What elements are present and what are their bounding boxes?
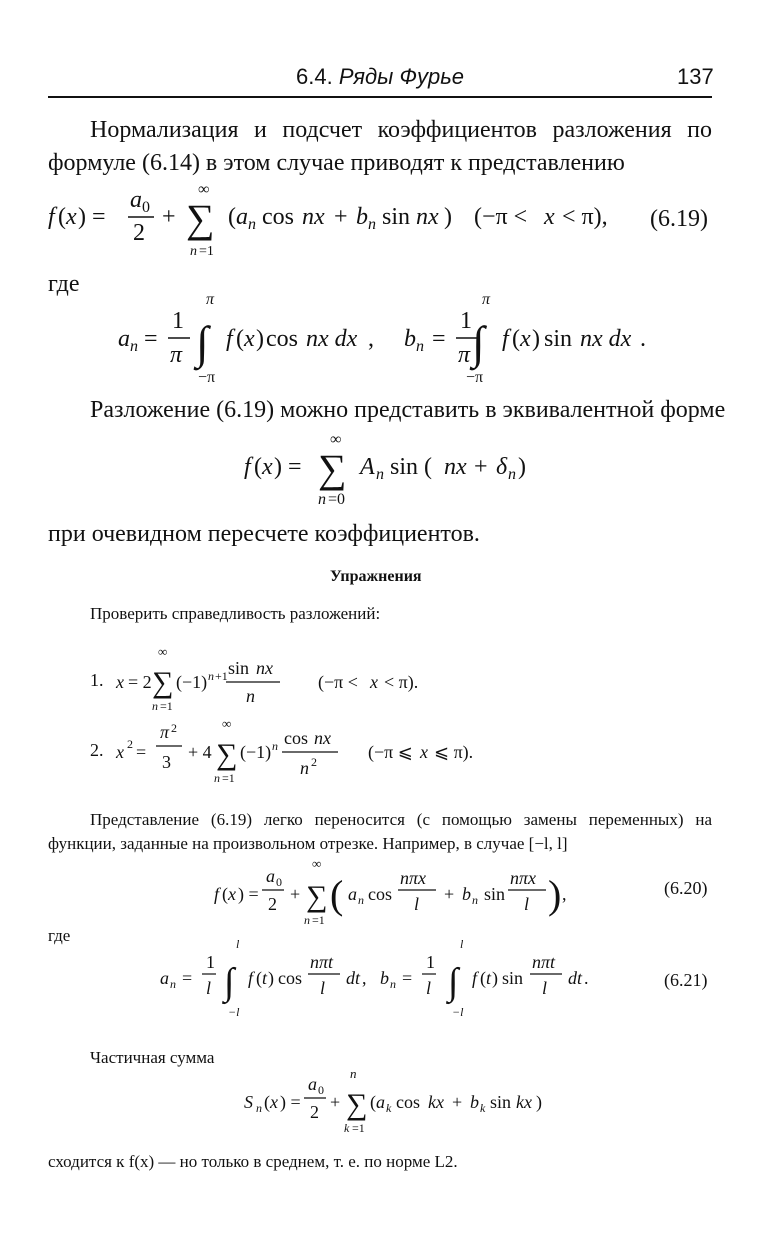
svg-text:sin: sin	[382, 204, 411, 230]
svg-text:): )	[444, 204, 452, 230]
equation-label-6-20: (6.20)	[664, 878, 708, 898]
svg-text:n: n	[190, 244, 197, 259]
svg-text:=1: =1	[352, 1121, 365, 1135]
svg-text:n: n	[170, 977, 176, 991]
svg-text:nπx: nπx	[400, 868, 427, 888]
svg-text:0: 0	[142, 199, 150, 216]
svg-text:x: x	[520, 326, 531, 352]
svg-text:nx dx: nx dx	[306, 326, 358, 352]
svg-text:n: n	[472, 893, 478, 907]
exercise-2-equation	[0, 712, 770, 792]
svg-text:nx: nx	[444, 454, 467, 480]
svg-text:S: S	[244, 1092, 253, 1112]
svg-text:a: a	[376, 1092, 385, 1112]
svg-text:b: b	[462, 884, 471, 904]
svg-text:+: +	[334, 204, 348, 230]
svg-text:+: +	[444, 884, 455, 904]
svg-text:b: b	[404, 326, 416, 352]
svg-text:n: n	[304, 913, 310, 927]
svg-text:π: π	[206, 291, 215, 308]
svg-text:−π: −π	[198, 369, 216, 386]
svg-text:a: a	[308, 1074, 317, 1094]
svg-text:(−1): (−1)	[240, 742, 272, 762]
svg-text:=1: =1	[222, 771, 235, 785]
svg-text:f: f	[472, 968, 478, 988]
svg-text:n: n	[350, 1066, 357, 1081]
svg-text:k: k	[386, 1101, 392, 1115]
svg-text:cos: cos	[278, 968, 302, 988]
equation-equivalent-form	[0, 430, 770, 510]
svg-text:b: b	[356, 204, 368, 230]
svg-text:) =: ) =	[78, 204, 106, 230]
svg-text:(: (	[264, 1092, 270, 1112]
svg-text:l: l	[414, 894, 420, 914]
svg-text:k: k	[344, 1121, 350, 1135]
svg-text:l: l	[542, 978, 548, 998]
svg-text:∞: ∞	[158, 644, 168, 659]
svg-text:(: (	[222, 884, 228, 904]
svg-text:(: (	[254, 454, 262, 480]
running-header	[296, 64, 464, 90]
svg-text:l: l	[524, 894, 530, 914]
svg-text:cos: cos	[368, 884, 392, 904]
svg-text:∑: ∑	[346, 1088, 368, 1121]
svg-text:0: 0	[276, 875, 282, 889]
svg-text:1: 1	[172, 308, 184, 334]
svg-text:nx: nx	[416, 204, 439, 230]
svg-text:kx: kx	[516, 1092, 532, 1112]
paragraph-recalculation: при очевидном пересчете коэффициентов.	[48, 521, 480, 547]
svg-text:∫: ∫	[472, 317, 485, 368]
svg-text:dt: dt	[346, 968, 361, 988]
svg-text:∫: ∫	[448, 961, 459, 1003]
svg-text:sin: sin	[228, 658, 250, 678]
svg-text:(: (	[480, 968, 486, 988]
svg-text:cos: cos	[284, 728, 308, 748]
partial-sum-label: Частичная сумма	[90, 1048, 215, 1067]
exercise-2-number: 2.	[90, 740, 104, 760]
svg-text:n: n	[248, 216, 256, 233]
svg-text:): )	[492, 968, 498, 988]
svg-text:∞: ∞	[222, 716, 232, 731]
svg-text:+: +	[290, 884, 301, 904]
svg-text:π: π	[160, 722, 170, 742]
svg-text:a: a	[266, 866, 275, 886]
svg-text:−l: −l	[452, 1005, 464, 1019]
svg-text:nπt: nπt	[532, 952, 556, 972]
svg-text:A: A	[360, 454, 375, 480]
svg-text:(−1): (−1)	[176, 672, 208, 692]
svg-text:nx: nx	[256, 658, 273, 678]
svg-text:δ: δ	[496, 454, 508, 480]
svg-text:∫: ∫	[196, 317, 209, 368]
svg-text:(: (	[370, 1092, 376, 1112]
svg-text:sin (: sin (	[390, 454, 432, 480]
svg-text:nπx: nπx	[510, 868, 537, 888]
svg-text:l: l	[236, 937, 240, 951]
equation-6-21	[0, 934, 770, 1024]
svg-text:2: 2	[310, 1102, 319, 1122]
svg-text:+: +	[330, 1092, 341, 1112]
exercise-1-number: 1.	[90, 670, 104, 690]
svg-text:f: f	[244, 454, 251, 480]
svg-text:): )	[536, 1092, 542, 1112]
svg-text:n: n	[358, 893, 364, 907]
svg-text:+ 4: + 4	[188, 742, 212, 762]
svg-text:1: 1	[426, 952, 435, 972]
svg-text:f: f	[214, 884, 220, 904]
svg-text:3: 3	[162, 752, 171, 772]
svg-text:,: ,	[362, 968, 367, 988]
svg-text:n: n	[272, 739, 278, 753]
svg-text:−l: −l	[228, 1005, 240, 1019]
svg-text:) =: ) =	[274, 454, 302, 480]
svg-text:∫: ∫	[224, 961, 235, 1003]
svg-text:(: (	[236, 326, 244, 352]
svg-text:x: x	[244, 326, 255, 352]
svg-text:n: n	[246, 686, 255, 706]
svg-text:=: =	[136, 742, 147, 762]
svg-text:(: (	[228, 204, 236, 230]
svg-text:x: x	[544, 204, 555, 230]
svg-text:b: b	[380, 968, 389, 988]
svg-text:x: x	[66, 204, 77, 230]
paragraph-intro: Нормализация и подсчет коэффициентов разложения по формуле (6.14) в этом случае приводят к представлению	[48, 117, 712, 176]
svg-text:f: f	[226, 326, 233, 352]
svg-text:(−π ⩽: (−π ⩽	[368, 742, 413, 762]
svg-text:): )	[518, 454, 526, 480]
svg-text:cos: cos	[262, 204, 294, 230]
svg-text:(−π <: (−π <	[318, 672, 358, 692]
svg-text:n: n	[376, 466, 384, 483]
exercises-title: Упражнения	[330, 568, 422, 585]
equation-partial-sum	[0, 1064, 770, 1144]
svg-text:∑: ∑	[152, 666, 174, 699]
svg-text:nx dx: nx dx	[580, 326, 632, 352]
svg-text:n: n	[130, 338, 138, 355]
svg-text:< π),: < π),	[562, 204, 608, 230]
svg-text:1: 1	[460, 308, 472, 334]
svg-text:x: x	[228, 884, 236, 904]
svg-text:x: x	[116, 672, 124, 692]
equation-label-6-19: (6.19)	[650, 206, 708, 232]
svg-text:∞: ∞	[198, 181, 210, 198]
svg-text:f: f	[48, 204, 55, 230]
equation-6-20	[0, 856, 770, 936]
svg-text:a: a	[236, 204, 248, 230]
svg-text:a: a	[348, 884, 357, 904]
svg-text:< π).: < π).	[384, 672, 419, 692]
where-label-2: где	[48, 926, 71, 945]
svg-text:k: k	[480, 1101, 486, 1115]
svg-text:l: l	[320, 978, 326, 998]
svg-text:sin: sin	[544, 326, 573, 352]
svg-text:,: ,	[562, 884, 567, 904]
svg-text:f: f	[248, 968, 254, 988]
svg-text:n: n	[152, 699, 158, 713]
svg-text:nx: nx	[314, 728, 331, 748]
svg-text:cos: cos	[266, 326, 298, 352]
svg-text:∞: ∞	[312, 856, 322, 871]
svg-text:n: n	[256, 1101, 262, 1115]
svg-text:2: 2	[311, 755, 317, 769]
svg-text:2: 2	[133, 220, 145, 246]
svg-text:(: (	[330, 872, 344, 917]
svg-text:(−π <: (−π <	[474, 204, 528, 230]
paragraph-arbitrary-interval: Представление (6.19) легко переносится (с помощью замены переменных) на функции, заданные на произвольном отрезке. Например, в случае [−l, l]	[48, 810, 712, 853]
svg-text:n: n	[368, 216, 376, 233]
svg-text:a: a	[130, 187, 142, 213]
svg-text:(: (	[58, 204, 66, 230]
svg-text:2: 2	[127, 737, 133, 751]
svg-text:l: l	[206, 978, 212, 998]
svg-text:n: n	[208, 669, 214, 683]
svg-text:x: x	[116, 742, 124, 762]
section-title: Ряды Фурье	[338, 64, 464, 89]
exercises-intro: Проверить справедливость разложений:	[90, 604, 381, 623]
svg-text:=1: =1	[312, 913, 325, 927]
svg-text:=: =	[144, 326, 158, 352]
page-number: 137	[677, 64, 714, 89]
svg-text:) =: ) =	[238, 884, 259, 904]
svg-text:x: x	[262, 454, 273, 480]
svg-text:+1: +1	[215, 669, 228, 683]
svg-text:−π: −π	[466, 369, 484, 386]
svg-text:∞: ∞	[330, 431, 342, 448]
svg-text:0: 0	[318, 1083, 324, 1097]
svg-text:l: l	[460, 937, 464, 951]
svg-text:∑: ∑	[306, 880, 328, 913]
svg-text:.: .	[640, 326, 646, 352]
svg-text:): )	[548, 872, 562, 917]
svg-text:=: =	[182, 968, 193, 988]
svg-text:b: b	[470, 1092, 479, 1112]
svg-text:=: =	[432, 326, 446, 352]
svg-text:+: +	[474, 454, 488, 480]
svg-text:=1: =1	[160, 699, 173, 713]
header-rule	[48, 96, 712, 98]
svg-text:a: a	[160, 968, 169, 988]
paragraph-equivalent-form: Разложение (6.19) можно представить в эквивалентной форме	[90, 397, 726, 423]
svg-text:= 2: = 2	[128, 672, 152, 692]
svg-text:=: =	[402, 968, 413, 988]
where-label-1: где	[48, 271, 80, 297]
svg-text:+: +	[162, 204, 176, 230]
exercise-1-equation	[0, 640, 770, 720]
svg-text:,: ,	[368, 326, 374, 352]
svg-text:π: π	[170, 342, 183, 368]
svg-text:sin: sin	[490, 1092, 512, 1112]
svg-text:n: n	[214, 771, 220, 785]
svg-text:x: x	[420, 742, 428, 762]
svg-text:): )	[268, 968, 274, 988]
svg-text:): )	[532, 326, 540, 352]
equation-label-6-21: (6.21)	[664, 970, 708, 990]
svg-text:t: t	[486, 968, 492, 988]
svg-text:t: t	[262, 968, 268, 988]
svg-text:∑: ∑	[186, 196, 215, 241]
svg-text:sin: sin	[484, 884, 506, 904]
svg-text:n: n	[300, 758, 309, 778]
svg-text:n: n	[416, 338, 424, 355]
paragraph-convergence: сходится к f(x) — но только в среднем, т. е. по норме L2.	[48, 1152, 458, 1171]
svg-text:sin: sin	[502, 968, 524, 988]
svg-text:x: x	[370, 672, 378, 692]
svg-text:nπt: nπt	[310, 952, 334, 972]
svg-text:) =: ) =	[280, 1092, 301, 1112]
svg-text:l: l	[426, 978, 432, 998]
svg-text:n: n	[390, 977, 396, 991]
svg-text:π: π	[482, 291, 491, 308]
svg-text:f: f	[502, 326, 509, 352]
svg-text:=1: =1	[199, 244, 214, 259]
equation-coefficients	[0, 290, 770, 390]
svg-text:kx: kx	[428, 1092, 444, 1112]
svg-text:2: 2	[268, 894, 277, 914]
svg-text:x: x	[270, 1092, 278, 1112]
svg-text:∑: ∑	[216, 738, 238, 771]
svg-text:2: 2	[171, 721, 177, 735]
svg-text:nx: nx	[302, 204, 325, 230]
svg-text:+: +	[452, 1092, 463, 1112]
svg-text:∑: ∑	[318, 446, 347, 491]
svg-text:π: π	[458, 342, 471, 368]
svg-text:(: (	[512, 326, 520, 352]
svg-text:⩽ π).: ⩽ π).	[434, 742, 474, 762]
svg-text:(: (	[256, 968, 262, 988]
section-number: 6.4.	[296, 64, 333, 89]
svg-text:cos: cos	[396, 1092, 420, 1112]
svg-text:1: 1	[206, 952, 215, 972]
svg-text:n: n	[318, 491, 326, 508]
svg-text:.: .	[584, 968, 589, 988]
svg-text:): )	[256, 326, 264, 352]
svg-text:n: n	[508, 466, 516, 483]
svg-text:a: a	[118, 326, 130, 352]
svg-text:=0: =0	[328, 491, 346, 508]
svg-text:dt: dt	[568, 968, 583, 988]
